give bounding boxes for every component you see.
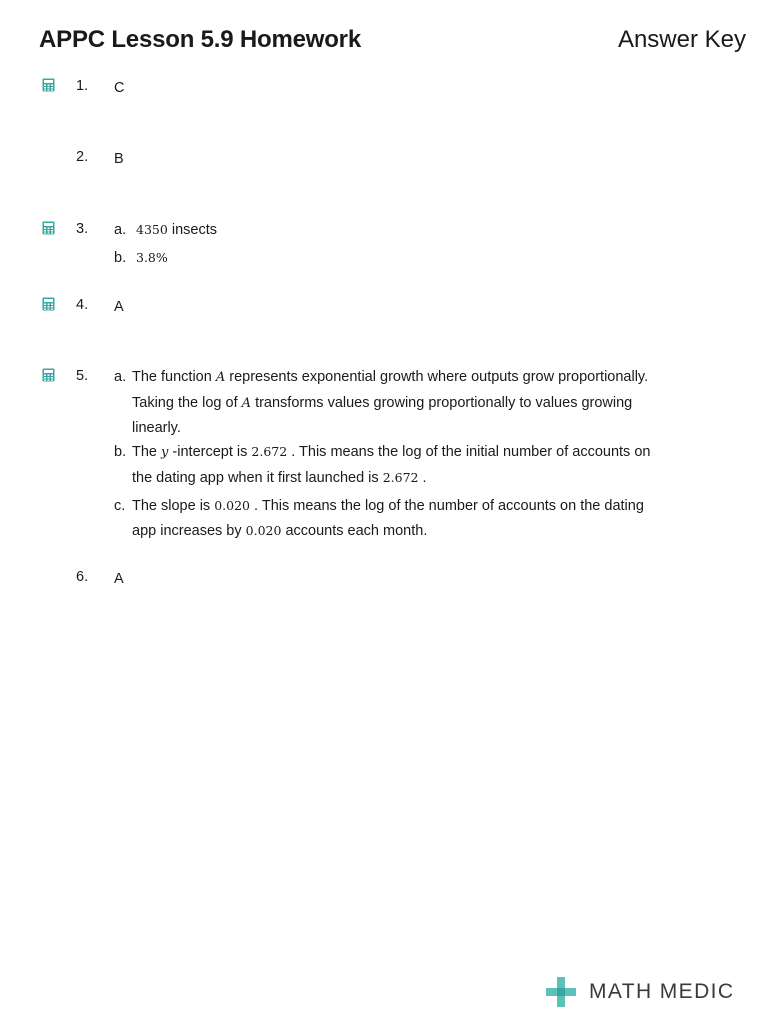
page-title: APPC Lesson 5.9 Homework <box>39 26 361 53</box>
math-value: 0.020 <box>245 522 282 538</box>
calculator-icon <box>42 78 55 92</box>
answer-text: The slope is <box>132 498 211 514</box>
math-medic-logo <box>546 977 746 1007</box>
answer-text: The function <box>132 369 212 385</box>
medical-cross-icon <box>546 977 576 1007</box>
math-value: 2.672 <box>251 444 288 459</box>
math-value: 3.8% <box>136 250 168 265</box>
question-number: 5. <box>76 368 89 384</box>
math-value: 0.020 <box>214 498 251 513</box>
answer-text: The <box>132 444 157 460</box>
question-number: 1. <box>76 78 89 94</box>
answer-text: -intercept is <box>172 444 248 460</box>
answer-text: . <box>422 469 427 486</box>
question-number: 3. <box>76 221 89 237</box>
answer-text: insects <box>171 222 217 238</box>
part-label: a. <box>114 222 127 238</box>
math-variable: A <box>241 395 252 411</box>
math-value: 4350 <box>136 222 168 237</box>
calculator-icon <box>42 221 55 235</box>
answer-key-label: Answer Key <box>617 26 746 53</box>
calculator-icon <box>42 368 55 382</box>
answer-choice: C <box>114 80 125 96</box>
part-label: a. <box>114 369 127 385</box>
answer-text: . This means the log of the initial number of accounts on the dating app when it first launched is <box>132 444 651 486</box>
question-number: 4. <box>76 297 89 313</box>
math-variable: y <box>161 445 169 460</box>
part-label: b. <box>114 444 127 460</box>
question-number: 2. <box>76 149 89 165</box>
answer-choice: B <box>114 151 124 167</box>
answer-text: accounts each month. <box>285 522 428 539</box>
answer-text: transforms values growing proportionally to values growing linearly. <box>132 394 633 436</box>
answer-text: represents exponential growth where outputs grow proportionally. Taking the log of <box>132 369 649 411</box>
question-number: 6. <box>76 569 89 585</box>
math-value: 2.672 <box>382 469 419 485</box>
answer-choice: A <box>114 299 124 315</box>
brand-name: MATH MEDIC <box>589 980 735 1003</box>
part-label: b. <box>114 250 127 266</box>
calculator-icon <box>42 297 55 311</box>
answer-text: . This means the log of the number of accounts on the dating app increases by <box>132 498 644 539</box>
part-label: c. <box>114 498 126 514</box>
answer-choice: A <box>114 571 124 587</box>
math-variable: A <box>215 370 226 385</box>
